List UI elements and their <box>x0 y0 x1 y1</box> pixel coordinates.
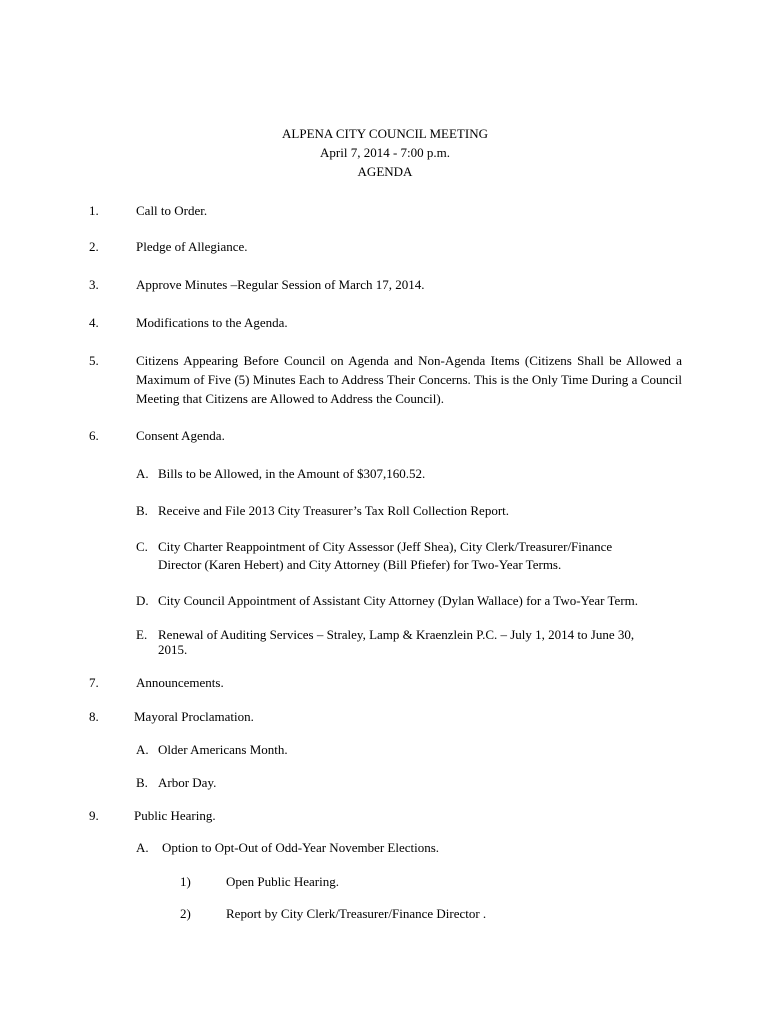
item-number: 4. <box>89 315 99 330</box>
item-number: 7. <box>89 675 99 690</box>
agenda-item-call-to-order: Call to Order. <box>136 203 208 218</box>
consent-item-tax-roll: Receive and File 2013 City Treasurer’s Tax Roll Collection Report. <box>158 503 510 518</box>
item-number: 6. <box>89 428 99 443</box>
hearing-opt-out-elections: Option to Opt-Out of Odd-Year November Elections. <box>162 840 440 855</box>
item-number: 2. <box>89 239 99 254</box>
consent-item-auditing-line2: 2015. <box>158 642 188 657</box>
item-number: 1. <box>89 203 99 218</box>
meeting-title: ALPENA CITY COUNCIL MEETING <box>282 126 488 141</box>
subitem-letter: B. <box>136 503 148 518</box>
step-number: 1) <box>180 874 191 889</box>
step-open-hearing: Open Public Hearing. <box>226 874 340 889</box>
agenda-item-consent: Consent Agenda. <box>136 428 225 443</box>
proclamation-older-americans: Older Americans Month. <box>158 742 288 757</box>
subitem-letter: A. <box>136 742 149 757</box>
agenda-item-pledge: Pledge of Allegiance. <box>136 239 248 254</box>
consent-item-bills: Bills to be Allowed, in the Amount of $307,160.52. <box>158 466 426 481</box>
subitem-letter: A. <box>136 840 149 855</box>
item-number: 3. <box>89 277 99 292</box>
agenda-item-announcements: Announcements. <box>136 675 224 690</box>
agenda-item-public-hearing: Public Hearing. <box>134 808 216 823</box>
subitem-letter: B. <box>136 775 148 790</box>
consent-item-assistant-attorney: City Council Appointment of Assistant City Attorney (Dylan Wallace) for a Two-Year Term. <box>158 593 639 608</box>
agenda-item-minutes: Approve Minutes –Regular Session of March 17, 2014. <box>136 277 425 292</box>
step-clerk-report: Report by City Clerk/Treasurer/Finance Director . <box>226 906 487 921</box>
consent-item-reappointment-line1: City Charter Reappointment of City Assessor (Jeff Shea), City Clerk/Treasurer/Finance <box>158 539 613 554</box>
agenda-item-modifications: Modifications to the Agenda. <box>136 315 288 330</box>
subitem-letter: A. <box>136 466 149 481</box>
subitem-letter: C. <box>136 539 148 554</box>
proclamation-arbor-day: Arbor Day. <box>158 775 217 790</box>
item-number: 5. <box>89 353 99 368</box>
agenda-item-proclamation: Mayoral Proclamation. <box>134 709 254 724</box>
subitem-letter: D. <box>136 593 149 608</box>
subitem-letter: E. <box>136 627 148 642</box>
item-number: 9. <box>89 808 99 823</box>
consent-item-reappointment-line2: Director (Karen Hebert) and City Attorney (Bill Pfiefer) for Two-Year Terms. <box>158 557 562 572</box>
agenda-item-citizens: Citizens Appearing Before Council on Agenda and Non-Agenda Items (Citizens Shall be Allowed a Maximum of Five (5) Minutes Each to Address Their Concerns. This is the Only Time During a Council Meeting that Citizens are Allowed to Address the Council). <box>136 353 682 406</box>
agenda-heading: AGENDA <box>357 164 413 179</box>
meeting-date: April 7, 2014 - 7:00 p.m. <box>320 145 450 160</box>
step-number: 2) <box>180 906 191 921</box>
consent-item-auditing-line1: Renewal of Auditing Services – Straley, Lamp & Kraenzlein P.C. – July 1, 2014 to June 30, <box>158 627 635 642</box>
item-number: 8. <box>89 709 99 724</box>
